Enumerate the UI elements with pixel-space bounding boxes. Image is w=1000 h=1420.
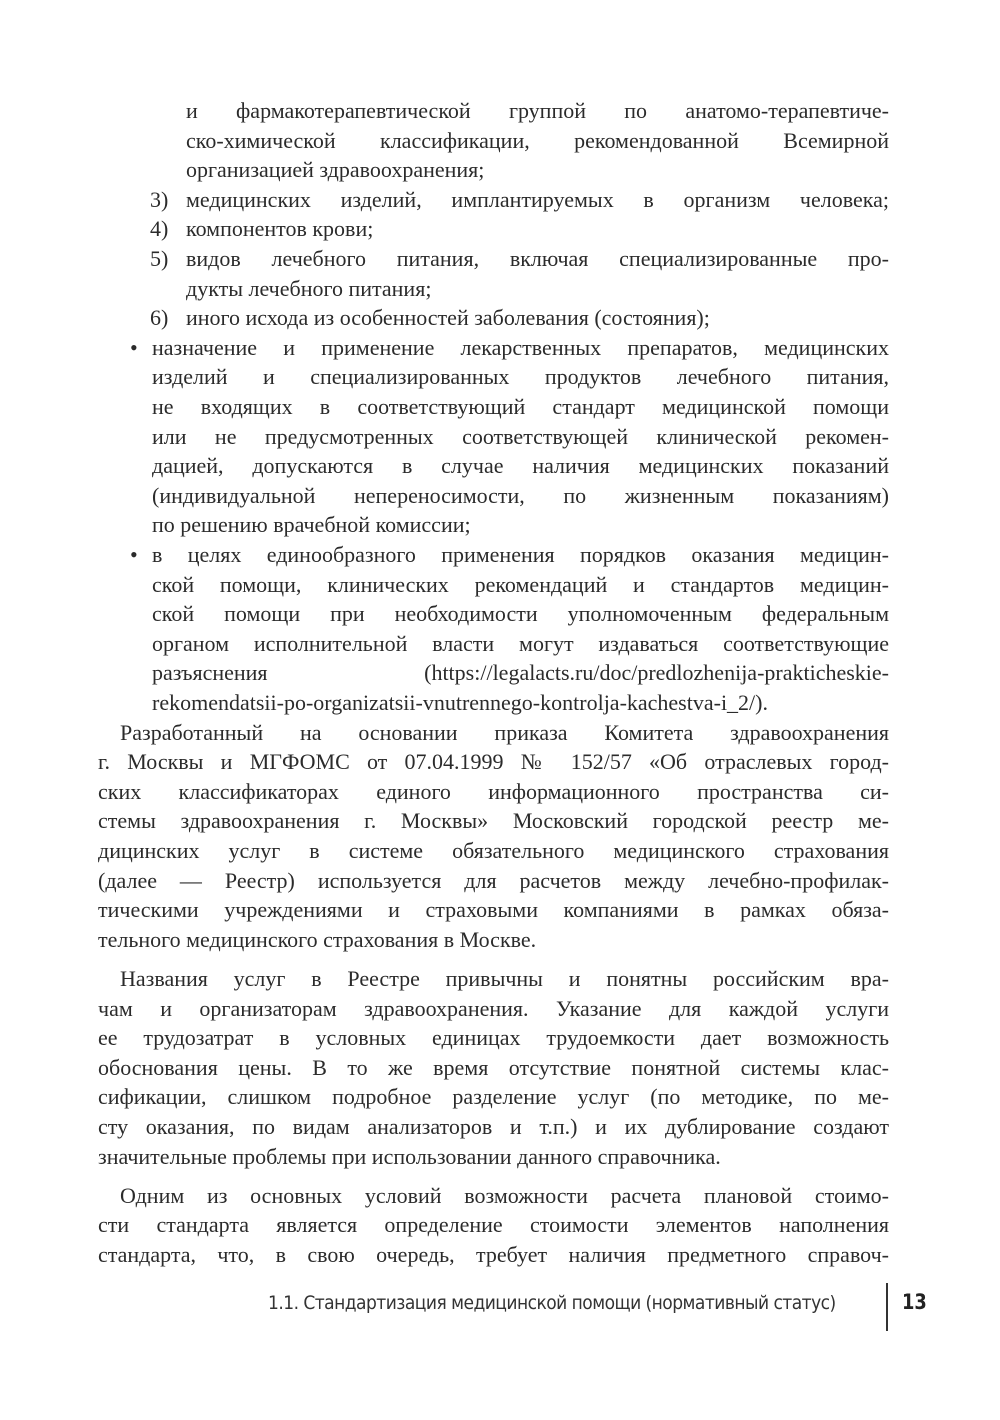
text-line: чам и организаторам здравоохранения. Указание для каждой услуги bbox=[98, 995, 889, 1021]
text-line: обоснования цены. В то же время отсутствие понятной системы клас- bbox=[98, 1054, 889, 1080]
footer-divider bbox=[886, 1283, 888, 1331]
text-line: компонентов крови; bbox=[186, 216, 374, 242]
running-title: 1.1. Стандартизация медицинской помощи (нормативный статус) bbox=[268, 1292, 836, 1314]
text-line: тельного медицинского страхования в Москве. bbox=[98, 926, 537, 952]
list-number: 3) bbox=[150, 186, 169, 212]
text-line: ских классификаторах единого информационного пространства си- bbox=[98, 778, 889, 804]
text-line: по решению врачебной комиссии; bbox=[152, 512, 471, 538]
text-line: rekomendatsii-po-organizatsii-vnutrennego-kontrolja-kachestva-i_2/). bbox=[152, 690, 768, 715]
bullet-marker: • bbox=[130, 334, 138, 360]
text-line: дукты лечебного питания; bbox=[186, 275, 432, 301]
text-line: сификации, слишком подробное разделение услуг (по методике, по ме- bbox=[98, 1084, 889, 1110]
text-line: Одним из основных условий возможности расчета плановой стоимо- bbox=[120, 1182, 889, 1208]
bullet-marker: • bbox=[130, 542, 138, 567]
text-line: изделий и специализированных продуктов лечебного питания, bbox=[152, 364, 889, 390]
list-number: 5) bbox=[150, 246, 169, 271]
text-line: разъяснения (https://legalacts.ru/doc/predlozhenija-prakticheskie- bbox=[152, 660, 889, 686]
text-line: стандарта, что, в свою очередь, требует наличия предметного справоч- bbox=[98, 1241, 889, 1267]
text-line: в целях единообразного применения порядков оказания медицин- bbox=[152, 542, 889, 567]
text-line: тическими учреждениями и страховыми компаниями в рамках обяза- bbox=[98, 897, 889, 923]
list-number: 6) bbox=[150, 305, 169, 331]
text-line: иного исхода из особенностей заболевания (состояния); bbox=[186, 305, 710, 331]
text-line: видов лечебного питания, включая специализированные про- bbox=[186, 246, 889, 271]
text-line: Названия услуг в Реестре привычны и понятны российским вра- bbox=[120, 965, 889, 991]
text-line: или не предусмотренных соответствующей клинической рекомен- bbox=[152, 423, 889, 449]
text-line: сти стандарта является определение стоимости элементов наполнения bbox=[98, 1212, 889, 1238]
text-line: дацией, допускаются в случае наличия медицинских показаний bbox=[152, 453, 889, 479]
text-line: стемы здравоохранения г. Москвы» Московский городской реестр ме- bbox=[98, 808, 889, 834]
text-line: и фармакотерапевтической группой по анатомо-терапевтиче- bbox=[186, 98, 889, 123]
text-line: (индивидуальной непереносимости, по жизненным показаниям) bbox=[152, 482, 889, 508]
text-line: г. Москвы и МГФОМС от 07.04.1999 № 152/57 «Об отраслевых город- bbox=[98, 749, 889, 775]
text-line: органом исполнительной власти могут издаваться соответствующие bbox=[152, 630, 889, 656]
text-line: Разработанный на основании приказа Комитета здравоохранения bbox=[120, 719, 889, 745]
text-line: организацией здравоохранения; bbox=[186, 157, 485, 183]
text-line: ской помощи, клинических рекомендаций и стандартов медицин- bbox=[152, 571, 889, 597]
text-line: ской помощи при необходимости уполномоченным федеральным bbox=[152, 601, 889, 627]
text-line: значительные проблемы при использовании данного справочника. bbox=[98, 1143, 721, 1169]
text-line: сту оказания, по видам анализаторов и т.п.) и их дублирование создают bbox=[98, 1113, 889, 1139]
text-line: ее трудозатрат в условных единицах трудоемкости дает возможность bbox=[98, 1025, 889, 1051]
text-line: (далее — Реестр) используется для расчетов между лечебно-профилак- bbox=[98, 867, 889, 893]
text-line: ско-химической классификации, рекомендованной Всемирной bbox=[186, 127, 889, 153]
list-number: 4) bbox=[150, 216, 169, 242]
text-line: не входящих в соответствующий стандарт медицинской помощи bbox=[152, 394, 889, 419]
page-number: 13 bbox=[902, 1290, 927, 1314]
text-line: медицинских изделий, имплантируемых в организм человека; bbox=[186, 186, 889, 212]
text-line: назначение и применение лекарственных препаратов, медицинских bbox=[152, 334, 889, 360]
text-line: дицинских услуг в системе обязательного медицинского страхования bbox=[98, 838, 889, 863]
